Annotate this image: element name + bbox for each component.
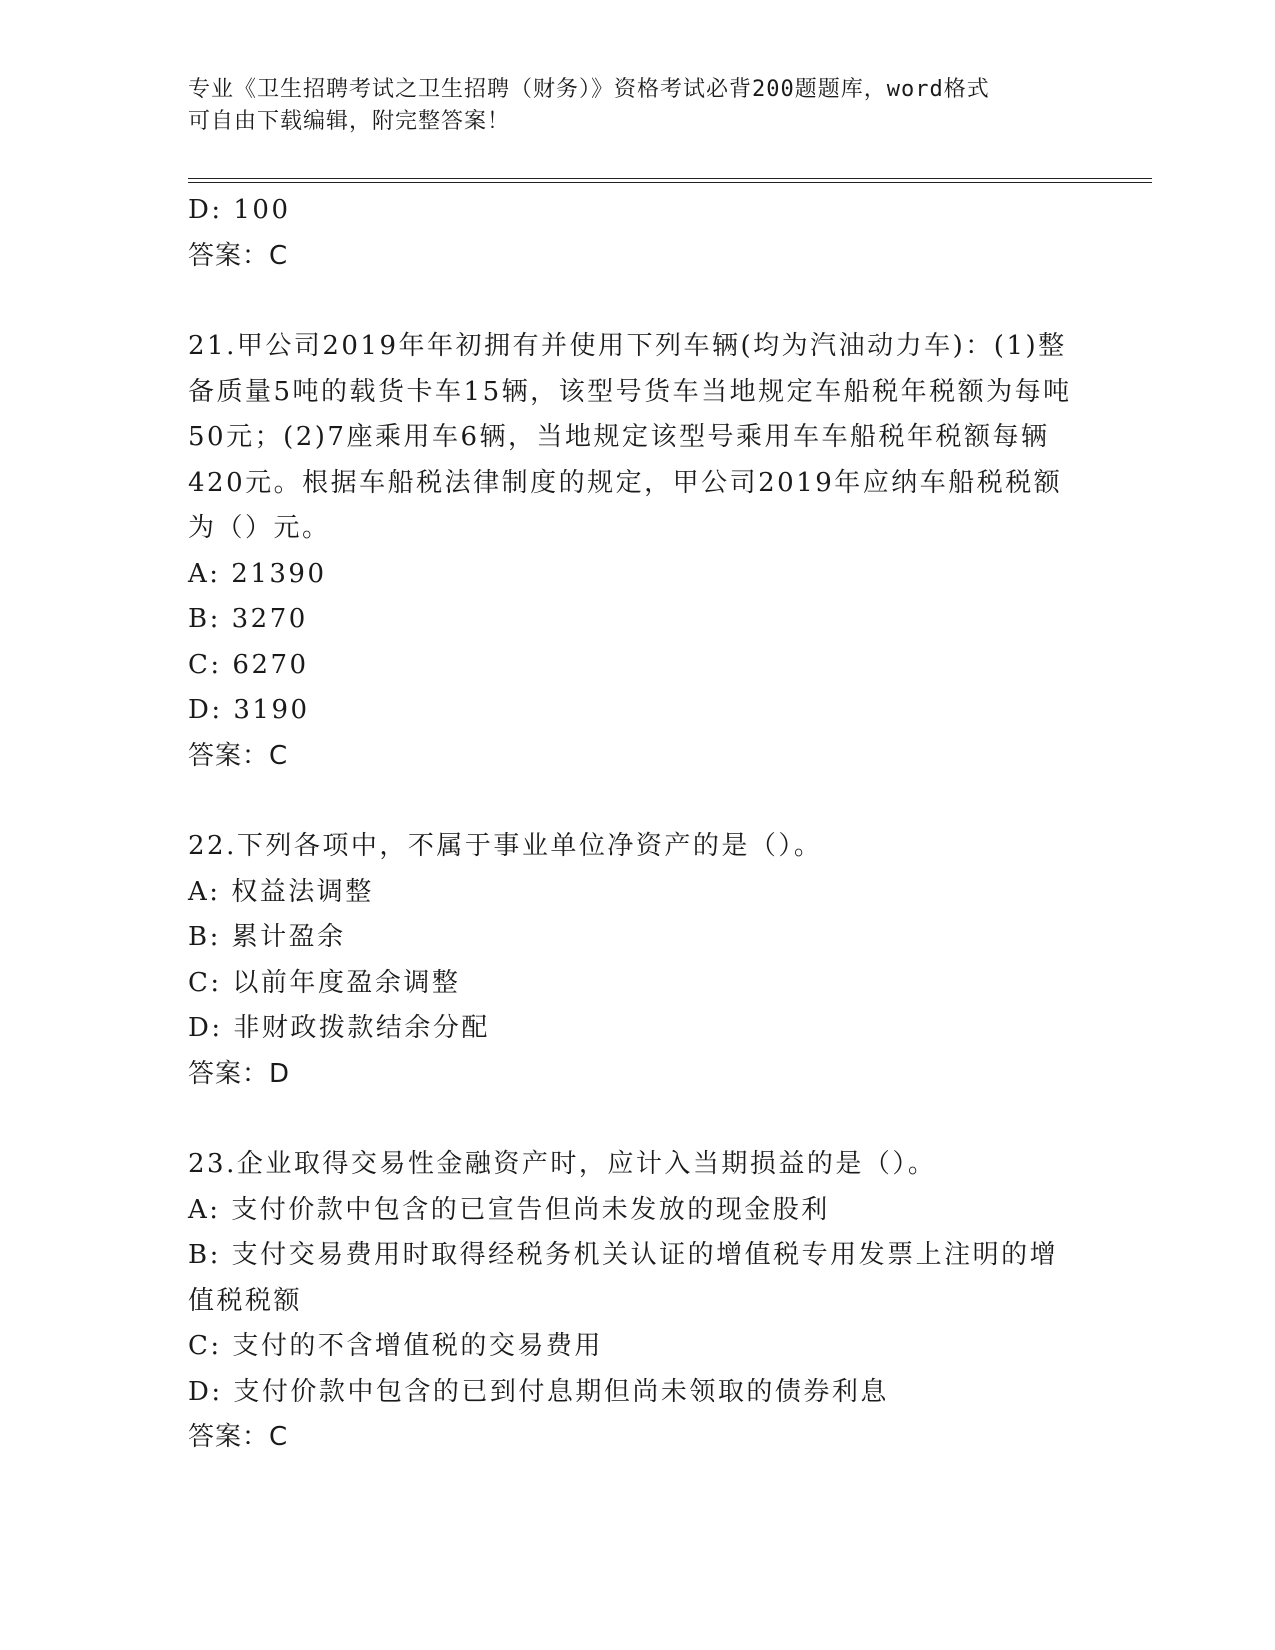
- option-a: A: 支付价款中包含的已宣告但尚未发放的现金股利: [188, 1194, 830, 1225]
- document-body: [188, 188, 1078, 1461]
- spacer: [188, 779, 1078, 824]
- answer: 答案：D: [188, 1058, 291, 1089]
- question-stem: 23.企业取得交易性金融资产时，应计入当期损益的是（）。: [188, 1149, 937, 1179]
- option-a: A: 21390: [188, 558, 327, 589]
- answer: 答案：C: [188, 1422, 289, 1452]
- header-rule-thick: [188, 178, 1152, 179]
- question-block-23: [188, 1142, 1078, 1461]
- answer: 答案：C: [188, 740, 289, 771]
- option-d: D: 3190: [188, 695, 310, 725]
- question-block-prev: [188, 188, 1078, 279]
- question-block-21: [188, 324, 1078, 779]
- question-stem: 22.下列各项中，不属于事业单位净资产的是（）。: [188, 831, 823, 861]
- option-c: C: 6270: [188, 649, 309, 680]
- question-block-22: [188, 824, 1078, 1097]
- option-b: B: 3270: [188, 604, 308, 634]
- option-d: D: 支付价款中包含的已到付息期但尚未领取的债券利息: [188, 1376, 889, 1407]
- option-d: D: 非财政拨款结余分配: [188, 1013, 490, 1043]
- spacer: [188, 1097, 1078, 1142]
- option-b: B: 支付交易费用时取得经税务机关认证的增值税专用发票上注明的增值税税额: [188, 1240, 1059, 1316]
- header-line-2: 可自由下载编辑，附完整答案！: [188, 109, 511, 134]
- option-a: A: 权益法调整: [188, 876, 374, 907]
- option-c: C: 以前年度盈余调整: [188, 967, 461, 998]
- option-b: B: 累计盈余: [188, 922, 346, 952]
- answer: 答案：C: [188, 240, 289, 271]
- question-stem: 21.甲公司2019年年初拥有并使用下列车辆(均为汽油动力车)：(1)整备质量5吨的载货卡车15辆，该型号货车当地规定车船税年税额为每吨50元；(2)7座乘用车6辆，当地规定该型号乘用车车船税年税额每辆420元。根据车船税法律制度的规定，甲公司2019年应纳车船税税额为（）元。: [188, 331, 1072, 543]
- spacer: [188, 279, 1078, 324]
- header-line-1: 专业《卫生招聘考试之卫生招聘（财务）》资格考试必背200题题库，word格式: [188, 77, 990, 102]
- document-header: [188, 74, 1068, 138]
- option-d: D: 100: [188, 195, 291, 225]
- header-rule-thin: [188, 182, 1152, 183]
- option-c: C: 支付的不含增值税的交易费用: [188, 1331, 603, 1361]
